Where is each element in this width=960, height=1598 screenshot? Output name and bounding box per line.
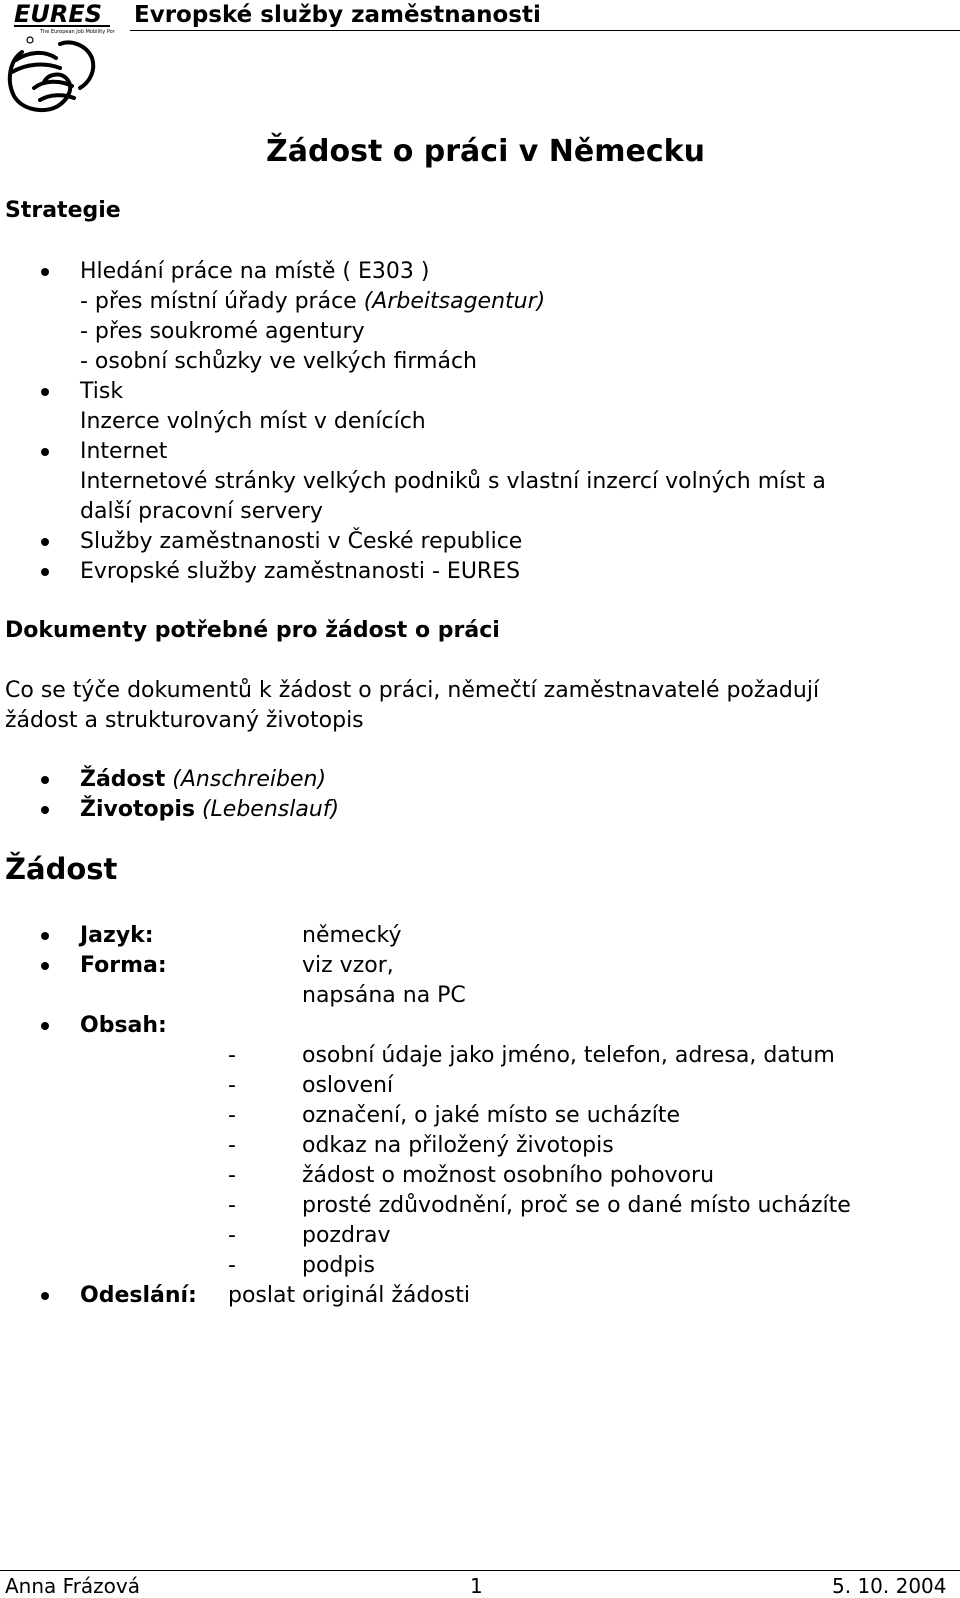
obsah-item: oslovení bbox=[302, 1073, 394, 1098]
bullet bbox=[41, 776, 49, 784]
dash: - bbox=[228, 1133, 236, 1158]
strategy-line: Inzerce volných míst v denících bbox=[80, 409, 426, 434]
bullet bbox=[41, 962, 49, 970]
dokumenty-paragraph: žádost a strukturovaný životopis bbox=[5, 708, 364, 733]
bullet bbox=[41, 268, 49, 276]
dash: - bbox=[228, 1253, 236, 1278]
strategy-line: - přes soukromé agentury bbox=[80, 319, 365, 344]
obsah-item: pozdrav bbox=[302, 1223, 391, 1248]
logo-subtext: The European Job Mobility Portal bbox=[40, 29, 115, 35]
strategy-line: Internetové stránky velkých podniků s vlastní inzercí volných míst a bbox=[80, 469, 826, 494]
dokumenty-heading: Dokumenty potřebné pro žádost o práci bbox=[5, 618, 500, 643]
strategy-line: Evropské služby zaměstnanosti - EURES bbox=[80, 559, 521, 584]
strategy-line: Internet bbox=[80, 439, 168, 464]
odeslani-value: poslat originál žádosti bbox=[228, 1283, 470, 1308]
footer-author: Anna Frázová bbox=[5, 1574, 140, 1598]
odeslani-label: Odeslání: bbox=[80, 1283, 197, 1308]
dash: - bbox=[228, 1103, 236, 1128]
document-item: Životopis (Lebenslauf) bbox=[80, 797, 340, 822]
forma-value: napsána na PC bbox=[302, 983, 466, 1008]
forma-label: Forma: bbox=[80, 953, 167, 978]
dash: - bbox=[228, 1223, 236, 1248]
logo-text: EURES bbox=[14, 0, 103, 28]
dokumenty-paragraph: Co se týče dokumentů k žádost o práci, němečtí zaměstnavatelé požadují bbox=[5, 678, 820, 703]
obsah-item: žádost o možnost osobního pohovoru bbox=[302, 1163, 715, 1188]
obsah-item: odkaz na přiložený životopis bbox=[302, 1133, 614, 1158]
strategy-line: Hledání práce na místě ( E303 ) bbox=[80, 259, 430, 284]
strategy-line: Tisk bbox=[80, 379, 124, 404]
footer-page-number: 1 bbox=[470, 1574, 483, 1598]
obsah-label: Obsah: bbox=[80, 1013, 167, 1038]
strategy-line: - osobní schůzky ve velkých firmách bbox=[80, 349, 477, 374]
dash: - bbox=[228, 1163, 236, 1188]
header-title: Evropské služby zaměstnanosti bbox=[134, 2, 541, 28]
strategy-line: další pracovní servery bbox=[80, 499, 323, 524]
dash: - bbox=[228, 1043, 236, 1068]
document-title: Žádost o práci v Německu bbox=[266, 134, 705, 169]
strategy-line: - přes místní úřady práce (Arbeitsagentur) bbox=[80, 289, 546, 314]
bullet bbox=[41, 1292, 49, 1300]
bullet bbox=[41, 568, 49, 576]
jazyk-value: německý bbox=[302, 923, 402, 948]
eures-logo bbox=[0, 0, 115, 118]
header-divider bbox=[130, 30, 960, 31]
footer-divider bbox=[0, 1570, 960, 1571]
bullet bbox=[41, 806, 49, 814]
obsah-item: prosté zdůvodnění, proč se o dané místo ucházíte bbox=[302, 1193, 851, 1218]
zadost-heading: Žádost bbox=[5, 852, 118, 886]
footer-date: 5. 10. 2004 bbox=[832, 1574, 947, 1598]
jazyk-label: Jazyk: bbox=[80, 923, 154, 948]
bullet bbox=[41, 538, 49, 546]
dash: - bbox=[228, 1193, 236, 1218]
obsah-item: osobní údaje jako jméno, telefon, adresa, datum bbox=[302, 1043, 835, 1068]
bullet bbox=[41, 932, 49, 940]
forma-value: viz vzor, bbox=[302, 953, 394, 978]
strategy-line: Služby zaměstnanosti v České republice bbox=[80, 529, 523, 554]
bullet bbox=[41, 448, 49, 456]
bullet bbox=[41, 1022, 49, 1030]
document-item: Žádost (Anschreiben) bbox=[80, 767, 327, 792]
strategie-heading: Strategie bbox=[5, 198, 121, 223]
dash: - bbox=[228, 1073, 236, 1098]
obsah-item: označení, o jaké místo se ucházíte bbox=[302, 1103, 680, 1128]
obsah-item: podpis bbox=[302, 1253, 375, 1278]
bullet bbox=[41, 388, 49, 396]
